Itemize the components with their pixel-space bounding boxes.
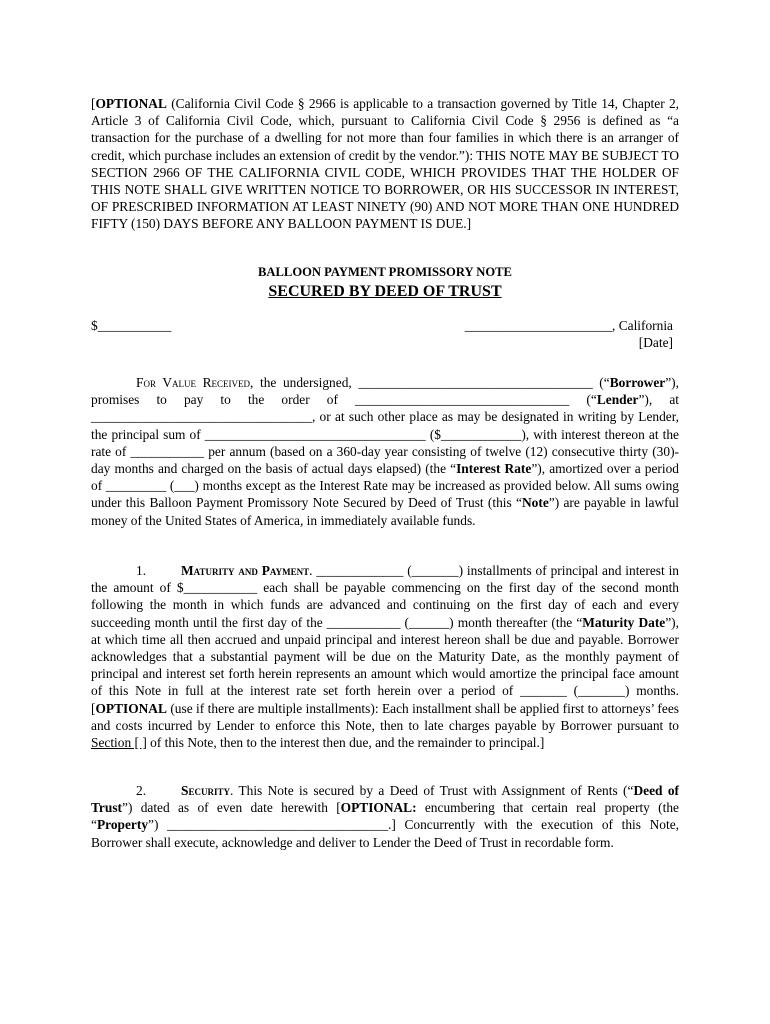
section-2-text-1: . This Note is secured by a Deed of Trust with Assignment of Rents (“ [229,783,634,798]
section-2-optional-label: OPTIONAL: [340,800,417,816]
principal-amount-blank: $___________ [91,318,172,333]
section-1-text-2: ”), at which time all then accrued and unpaid principal and interest hereon shall be due and payable. Borrower acknowledges that a substantial payment will be due on the Maturity Date, as the monthly payment of principal and interest set forth herein represents an amount which would amortize the principal face amount of this Note in full at the interest rate set forth herein over a period of _______ (_______) months. [ [91,614,679,716]
section-2-number: 2. [136,783,147,798]
section-1-heading: Maturity and Payment [181,563,310,578]
term-maturity-date: Maturity Date [582,614,666,630]
term-lender: Lender [596,392,639,408]
intro-text-1: , the undersigned, ___________________________________ (“ [250,375,610,390]
section-1-text-4: of this Note, then to the interest then due, and the remainder to principal.] [146,735,545,751]
date-placeholder: [Date] [638,335,673,350]
term-note: Note [522,495,549,511]
section-1-paragraph [91,562,679,751]
term-borrower: Borrower [609,375,666,390]
section-2-paragraph [91,782,679,851]
optional-notice-caps-text: THIS NOTE MAY BE SUBJECT TO SECTION 2966 OF THE CALIFORNIA CIVIL CODE, WHICH PROVIDES THAT THE HOLDER OF THIS NOTE SHALL GIVE WRITTEN NOTICE TO BORROWER, OR HIS SUCCESSOR IN INTEREST, OF PRESCRIBED INFORMATION AT LEAST NINETY (90) AND NOT MORE THAN ONE HUNDRED FIFTY (150) DAYS BEFORE ANY BALLOON PAYMENT IS DUE.] [91,147,680,232]
place-blank: ______________________, California [464,318,673,333]
section-1-number: 1. [136,563,147,578]
intro-text-5: ”) are payable in lawful money of the United States of America, in immediately available funds. [91,495,679,528]
for-value-received: For Value Received [136,375,251,390]
section-2-text-4: ”) _________________________________.] Concurrently with the execution of this Note, Borrower shall execute, acknowledge and deliver to Lender the Deed of Trust in recordable form. [91,817,679,850]
optional-notice-paragraph [91,95,679,233]
bracket-open: [ [91,96,96,111]
section-2-text-3: encumbering that certain real property (the “ [91,800,679,833]
section-2-heading: Security [181,783,230,798]
section-2-text-2: ”) dated as of even date herewith [ [122,800,341,816]
optional-notice-text: (California Civil Code § 2966 is applicable to a transaction governed by Title 14, Chapter 2, Article 3 of California Civil Code, which, pursuant to California Civil Code § 2956 is defined as “a transaction for the purchase of a dwelling for not more than four families in which there is an arranger of credit, which purchase includes an extension of credit by the vendor.”): [91,96,679,163]
intro-text-2: ”), promises to pay to the order of ________________________________ (“ [91,375,679,408]
intro-text-3: ”), at _________________________________, or at such other place as may be designated in writing by Lender, the principal sum of _________________________________ ($____________), with interest thereon at the rate of ___________ per annum (based on a 360-day year consisting of twelve (12) consecutive thirty (30)-day months and charged on the basis of actual days elapsed) (the “ [91,392,680,477]
optional-label: OPTIONAL [95,96,167,111]
section-1-text-3: (use if there are multiple installments): Each installment shall be applied first to attorneys’ fees and costs incurred by Lender to enforce this Note, then to late charges payable by Borrower pursuant to [91,700,679,733]
term-property: Property [96,817,149,833]
section-1-text-1: . _____________ (_______) installments of principal and interest in the amount of $___________ each shall be payable commencing on the first day of the second month following the month in which funds are advanced and continuing on the first day of each and every succeeding month until the first day of the ___________ (______) month thereafter (the “ [91,563,679,630]
term-interest-rate: Interest Rate [456,461,532,477]
document-title: BALLOON PAYMENT PROMISSORY NOTE [258,265,512,279]
term-deed-of-trust: Deed of Trust [91,783,679,816]
section-1-optional-label: OPTIONAL [95,700,167,716]
intro-text-4: ”), amortized over a period of _________ (___) months except as the Interest Rate may be increased as provided below. All sums owing under this Balloon Payment Promissory Note Secured by Deed of Trust (this “ [91,461,679,511]
section-reference: Section [ ] [91,735,147,751]
document-subtitle: SECURED BY DEED OF TRUST [268,283,502,300]
intro-paragraph [91,374,679,529]
